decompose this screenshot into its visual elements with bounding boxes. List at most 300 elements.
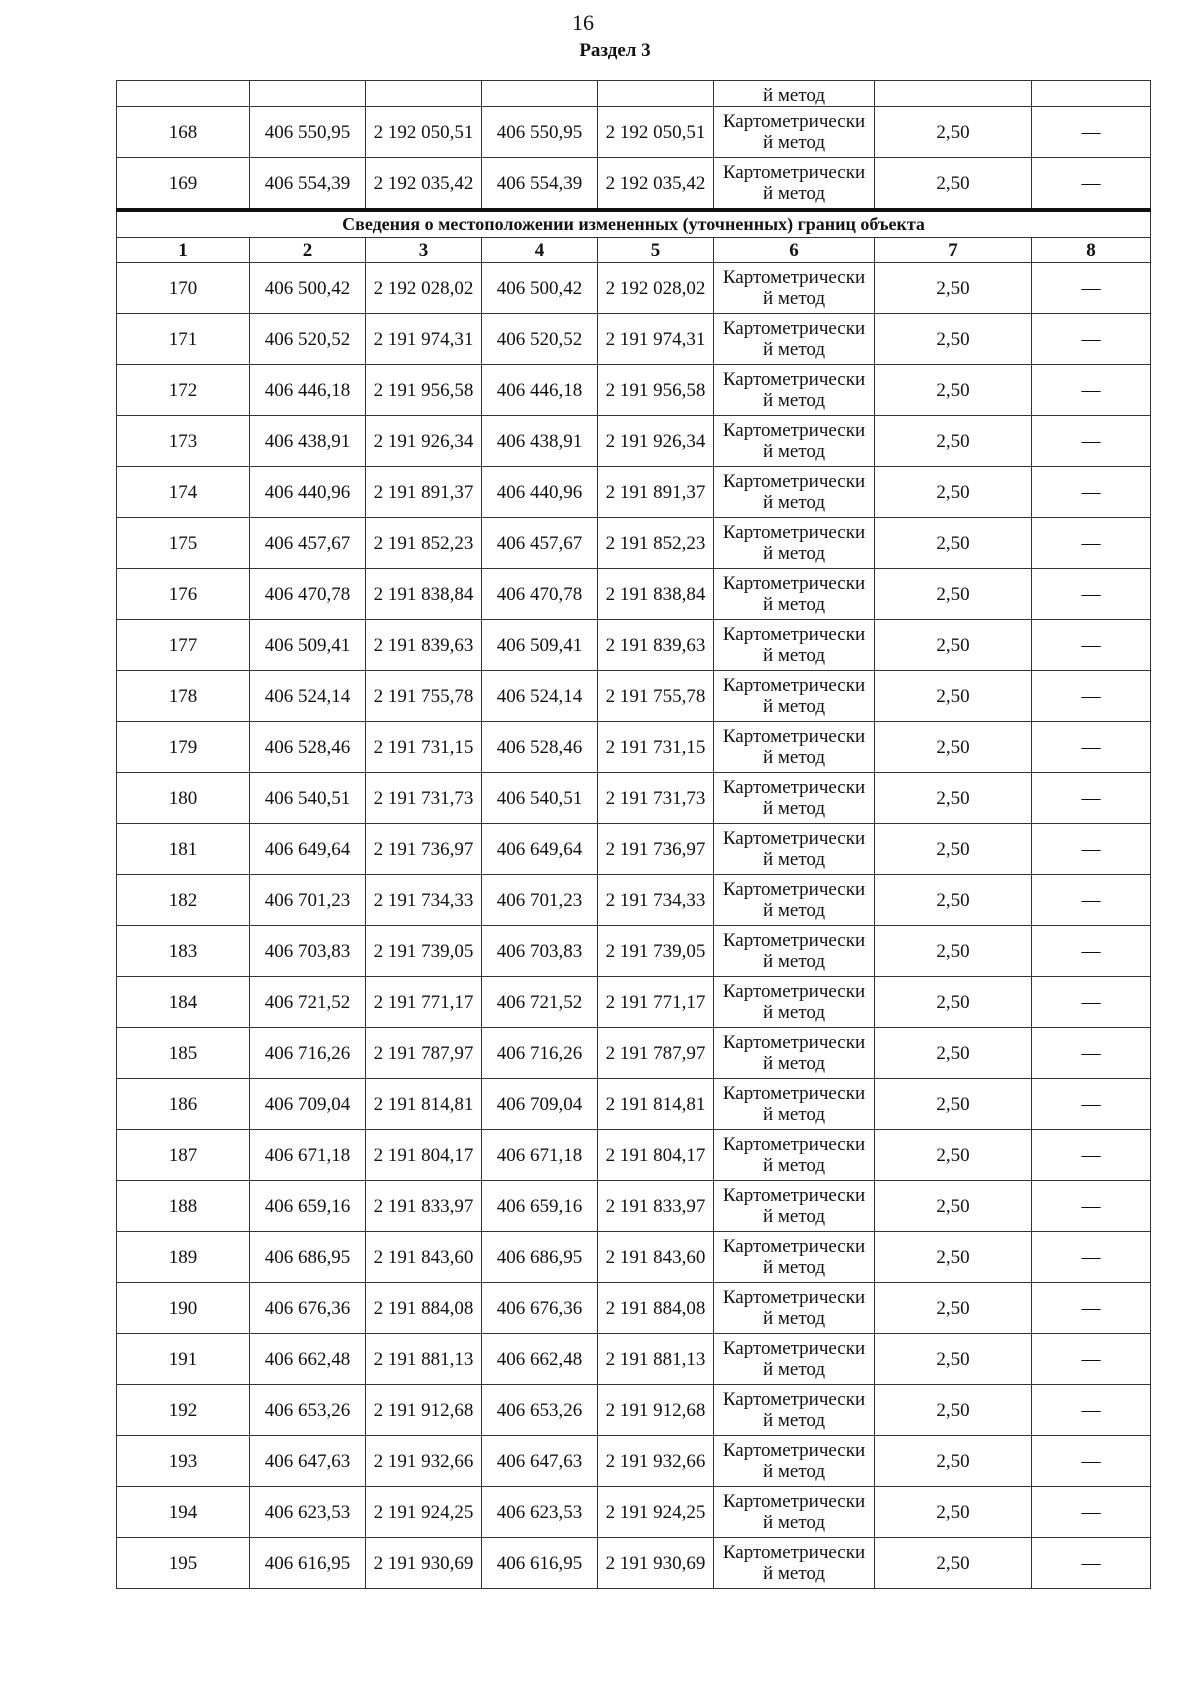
y-existing-cell: 2 191 833,97 [366,1181,482,1232]
x-existing-cell: 406 703,83 [250,926,366,977]
point-number-cell: 187 [117,1130,250,1181]
method-line: Картометрически [722,777,866,798]
y-refined-cell: 2 191 814,81 [598,1079,714,1130]
x-existing-cell: 406 647,63 [250,1436,366,1487]
method-line: Картометрически [722,1032,866,1053]
accuracy-cell: 2,50 [875,569,1032,620]
x-existing-cell: 406 554,39 [250,158,366,211]
method-cell [714,1334,875,1385]
point-number-cell: 186 [117,1079,250,1130]
method-cell [714,1283,875,1334]
y-existing-cell: 2 191 891,37 [366,467,482,518]
method-cell [714,263,875,314]
x-existing-cell: 406 686,95 [250,1232,366,1283]
x-existing-cell: 406 446,18 [250,365,366,416]
method-cell [714,569,875,620]
method-cell [714,365,875,416]
method-line: й метод [762,951,826,972]
accuracy-cell: 2,50 [875,1079,1032,1130]
y-existing-cell: 2 191 932,66 [366,1436,482,1487]
table-row [117,569,1151,620]
x-existing-cell: 406 524,14 [250,671,366,722]
x-existing-cell: 406 509,41 [250,620,366,671]
accuracy-cell: 2,50 [875,263,1032,314]
x-existing-cell: 406 470,78 [250,569,366,620]
point-number-cell: 191 [117,1334,250,1385]
method-line: Картометрически [722,318,866,339]
y-existing-cell: 2 191 804,17 [366,1130,482,1181]
x-existing-cell: 406 653,26 [250,1385,366,1436]
table-row [117,824,1151,875]
column-number: 5 [598,238,714,263]
accuracy-cell: 2,50 [875,158,1032,211]
y-existing-cell: 2 191 734,33 [366,875,482,926]
point-number-cell: 168 [117,107,250,158]
note-cell: — [1032,977,1151,1028]
method-line: Картометрически [722,1134,866,1155]
accuracy-cell: 2,50 [875,1487,1032,1538]
x-existing-cell: 406 540,51 [250,773,366,824]
method-line: Картометрически [722,879,866,900]
method-line: й метод [762,594,826,615]
accuracy-cell: 2,50 [875,107,1032,158]
x-refined-cell: 406 653,26 [482,1385,598,1436]
table-row [117,518,1151,569]
point-number-cell: 175 [117,518,250,569]
y-refined-cell: 2 191 891,37 [598,467,714,518]
method-line: й метод [762,1053,826,1074]
accuracy-cell: 2,50 [875,1028,1032,1079]
table-row [117,416,1151,467]
table-row [117,1181,1151,1232]
y-refined-cell: 2 191 884,08 [598,1283,714,1334]
x-refined-cell: 406 709,04 [482,1079,598,1130]
y-existing-cell: 2 191 912,68 [366,1385,482,1436]
x-existing-cell: 406 709,04 [250,1079,366,1130]
accuracy-cell: 2,50 [875,1334,1032,1385]
page-number: 16 [572,10,594,35]
method-line: Картометрически [722,111,866,132]
point-number-cell: 195 [117,1538,250,1589]
accuracy-cell: 2,50 [875,875,1032,926]
method-line: Картометрически [722,1440,866,1461]
method-line: й метод [762,339,826,360]
accuracy-cell: 2,50 [875,1436,1032,1487]
table-row [117,1028,1151,1079]
y-existing-cell: 2 191 974,31 [366,314,482,365]
accuracy-cell: 2,50 [875,416,1032,467]
table-row [117,620,1151,671]
y-existing-cell: 2 191 755,78 [366,671,482,722]
method-line: й метод [762,1257,826,1278]
x-refined-cell: 406 500,42 [482,263,598,314]
table-row [117,467,1151,518]
method-line: й метод [762,747,826,768]
method-line: Картометрически [722,828,866,849]
note-cell: — [1032,365,1151,416]
method-line: й метод [762,1563,826,1584]
x-existing-cell: 406 520,52 [250,314,366,365]
method-cell [714,926,875,977]
table-cell [366,81,482,107]
table-row [117,107,1151,158]
method-line: Картометрически [722,420,866,441]
method-cell [714,1385,875,1436]
point-number-cell: 189 [117,1232,250,1283]
x-existing-cell: 406 649,64 [250,824,366,875]
method-cell [714,977,875,1028]
point-number-cell: 185 [117,1028,250,1079]
y-refined-cell: 2 191 736,97 [598,824,714,875]
y-existing-cell: 2 191 731,73 [366,773,482,824]
table-row [117,1334,1151,1385]
y-refined-cell: 2 191 974,31 [598,314,714,365]
note-cell: — [1032,1538,1151,1589]
x-refined-cell: 406 528,46 [482,722,598,773]
x-refined-cell: 406 438,91 [482,416,598,467]
table-row [117,773,1151,824]
y-refined-cell: 2 191 734,33 [598,875,714,926]
x-existing-cell: 406 676,36 [250,1283,366,1334]
note-cell: — [1032,773,1151,824]
method-line: Картометрически [722,522,866,543]
table-row [117,875,1151,926]
point-number-cell: 179 [117,722,250,773]
note-cell: — [1032,824,1151,875]
point-number-cell: 192 [117,1385,250,1436]
y-existing-cell: 2 191 930,69 [366,1538,482,1589]
method-line: й метод [762,696,826,717]
accuracy-cell: 2,50 [875,365,1032,416]
method-line: й метод [762,1155,826,1176]
method-line: й метод [762,645,826,666]
accuracy-cell: 2,50 [875,926,1032,977]
y-refined-cell: 2 191 881,13 [598,1334,714,1385]
y-existing-cell: 2 191 843,60 [366,1232,482,1283]
y-refined-cell: 2 191 926,34 [598,416,714,467]
point-number-cell: 176 [117,569,250,620]
table-row [117,1130,1151,1181]
x-refined-cell: 406 716,26 [482,1028,598,1079]
method-line: Картометрически [722,162,866,183]
x-existing-cell: 406 721,52 [250,977,366,1028]
y-existing-cell: 2 192 050,51 [366,107,482,158]
accuracy-cell: 2,50 [875,1385,1032,1436]
x-refined-cell: 406 703,83 [482,926,598,977]
method-cell [714,671,875,722]
method-cell [714,518,875,569]
table-cell [875,81,1032,107]
x-refined-cell: 406 509,41 [482,620,598,671]
y-existing-cell: 2 191 881,13 [366,1334,482,1385]
method-cell [714,416,875,467]
x-refined-cell: 406 649,64 [482,824,598,875]
note-cell: — [1032,416,1151,467]
note-cell: — [1032,158,1151,211]
x-existing-cell: 406 438,91 [250,416,366,467]
y-refined-cell: 2 191 839,63 [598,620,714,671]
method-cell [714,1079,875,1130]
point-number-cell: 178 [117,671,250,722]
accuracy-cell: 2,50 [875,1181,1032,1232]
method-line: й метод [762,1002,826,1023]
y-refined-cell: 2 191 930,69 [598,1538,714,1589]
accuracy-cell: 2,50 [875,1538,1032,1589]
note-cell: — [1032,875,1151,926]
x-refined-cell: 406 676,36 [482,1283,598,1334]
y-refined-cell: 2 191 755,78 [598,671,714,722]
section-title: Раздел 3 [579,40,651,61]
method-line: Картометрически [722,930,866,951]
method-line: Картометрически [722,471,866,492]
y-existing-cell: 2 191 739,05 [366,926,482,977]
y-existing-cell: 2 191 839,63 [366,620,482,671]
note-cell: — [1032,1334,1151,1385]
note-cell: — [1032,1283,1151,1334]
y-existing-cell: 2 191 731,15 [366,722,482,773]
table-cell [117,81,250,107]
note-cell: — [1032,467,1151,518]
x-refined-cell: 406 623,53 [482,1487,598,1538]
y-existing-cell: 2 191 924,25 [366,1487,482,1538]
method-line: й метод [762,183,826,204]
method-cell [714,824,875,875]
point-number-cell: 184 [117,977,250,1028]
note-cell: — [1032,518,1151,569]
y-existing-cell: 2 191 852,23 [366,518,482,569]
note-cell: — [1032,1232,1151,1283]
y-existing-cell: 2 191 736,97 [366,824,482,875]
y-existing-cell: 2 192 028,02 [366,263,482,314]
method-line: й метод [762,1512,826,1533]
y-existing-cell: 2 191 787,97 [366,1028,482,1079]
y-existing-cell: 2 191 926,34 [366,416,482,467]
method-line: Картометрически [722,981,866,1002]
y-existing-cell: 2 191 814,81 [366,1079,482,1130]
x-refined-cell: 406 550,95 [482,107,598,158]
point-number-cell: 177 [117,620,250,671]
column-number: 6 [714,238,875,263]
note-cell: — [1032,926,1151,977]
note-cell: — [1032,722,1151,773]
method-line: й метод [762,132,826,153]
accuracy-cell: 2,50 [875,518,1032,569]
y-refined-cell: 2 191 843,60 [598,1232,714,1283]
note-cell: — [1032,1436,1151,1487]
accuracy-cell: 2,50 [875,1232,1032,1283]
y-refined-cell: 2 191 838,84 [598,569,714,620]
x-refined-cell: 406 446,18 [482,365,598,416]
accuracy-cell: 2,50 [875,1130,1032,1181]
x-existing-cell: 406 550,95 [250,107,366,158]
y-refined-cell: 2 191 731,73 [598,773,714,824]
method-line: й метод [762,798,826,819]
note-cell: — [1032,1385,1151,1436]
x-refined-cell: 406 686,95 [482,1232,598,1283]
accuracy-cell: 2,50 [875,467,1032,518]
accuracy-cell: 2,50 [875,824,1032,875]
note-cell: — [1032,1487,1151,1538]
accuracy-cell: 2,50 [875,1283,1032,1334]
x-refined-cell: 406 659,16 [482,1181,598,1232]
note-cell: — [1032,1079,1151,1130]
x-refined-cell: 406 554,39 [482,158,598,211]
method-cell [714,314,875,365]
x-existing-cell: 406 440,96 [250,467,366,518]
y-refined-cell: 2 191 956,58 [598,365,714,416]
table-row [117,1079,1151,1130]
y-refined-cell: 2 192 028,02 [598,263,714,314]
x-existing-cell: 406 701,23 [250,875,366,926]
y-refined-cell: 2 191 739,05 [598,926,714,977]
x-refined-cell: 406 457,67 [482,518,598,569]
y-refined-cell: 2 191 932,66 [598,1436,714,1487]
method-cell [714,158,875,211]
column-number: 2 [250,238,366,263]
method-cell [714,620,875,671]
method-line: й метод [762,543,826,564]
table-row [117,977,1151,1028]
y-existing-cell: 2 191 771,17 [366,977,482,1028]
method-cell [714,467,875,518]
x-refined-cell: 406 701,23 [482,875,598,926]
accuracy-cell: 2,50 [875,722,1032,773]
y-refined-cell: 2 192 035,42 [598,158,714,211]
x-refined-cell: 406 662,48 [482,1334,598,1385]
x-refined-cell: 406 721,52 [482,977,598,1028]
point-number-cell: 188 [117,1181,250,1232]
method-line: й метод [762,441,826,462]
table-row [117,1385,1151,1436]
point-number-cell: 171 [117,314,250,365]
method-line: й метод [762,1308,826,1329]
method-line: й метод [762,492,826,513]
method-cell [714,1181,875,1232]
method-line: Картометрически [722,726,866,747]
note-cell: — [1032,1181,1151,1232]
method-cell [714,107,875,158]
table-cell [598,81,714,107]
method-cell [714,1028,875,1079]
table-cell [250,81,366,107]
table-row [117,926,1151,977]
method-cell [714,875,875,926]
table-row [117,365,1151,416]
method-line: й метод [762,1359,826,1380]
point-number-cell: 193 [117,1436,250,1487]
method-line: Картометрически [722,675,866,696]
point-number-cell: 183 [117,926,250,977]
table-row [117,1487,1151,1538]
method-line: й метод [762,849,826,870]
y-refined-cell: 2 192 050,51 [598,107,714,158]
column-number: 3 [366,238,482,263]
x-existing-cell: 406 659,16 [250,1181,366,1232]
method-line: Картометрически [722,1236,866,1257]
table-cell [482,81,598,107]
y-existing-cell: 2 192 035,42 [366,158,482,211]
x-existing-cell: 406 500,42 [250,263,366,314]
accuracy-cell: 2,50 [875,671,1032,722]
x-existing-cell: 406 623,53 [250,1487,366,1538]
method-cell [714,1130,875,1181]
x-existing-cell: 406 671,18 [250,1130,366,1181]
y-refined-cell: 2 191 852,23 [598,518,714,569]
y-refined-cell: 2 191 912,68 [598,1385,714,1436]
point-number-cell: 170 [117,263,250,314]
method-line: Картометрически [722,1338,866,1359]
column-number: 4 [482,238,598,263]
table-cell [1032,81,1151,107]
y-existing-cell: 2 191 884,08 [366,1283,482,1334]
x-existing-cell: 406 662,48 [250,1334,366,1385]
method-line: Картометрически [722,1083,866,1104]
accuracy-cell: 2,50 [875,977,1032,1028]
table-row [117,1538,1151,1589]
table-row [117,671,1151,722]
point-number-cell: 194 [117,1487,250,1538]
x-refined-cell: 406 671,18 [482,1130,598,1181]
note-cell: — [1032,314,1151,365]
y-refined-cell: 2 191 771,17 [598,977,714,1028]
method-line: Картометрически [722,1389,866,1410]
point-number-cell: 173 [117,416,250,467]
continued-row [117,81,1151,107]
method-cell [714,1538,875,1589]
x-refined-cell: 406 470,78 [482,569,598,620]
section-heading-row [117,210,1151,238]
point-number-cell: 190 [117,1283,250,1334]
x-refined-cell: 406 540,51 [482,773,598,824]
y-refined-cell: 2 191 804,17 [598,1130,714,1181]
y-refined-cell: 2 191 787,97 [598,1028,714,1079]
column-number-row [117,238,1151,263]
note-cell: — [1032,569,1151,620]
note-cell: — [1032,1028,1151,1079]
table-row [117,263,1151,314]
method-line: й метод [762,900,826,921]
x-refined-cell: 406 616,95 [482,1538,598,1589]
table-row [117,1232,1151,1283]
column-number: 7 [875,238,1032,263]
table-body [117,81,1151,1589]
note-cell: — [1032,620,1151,671]
column-number: 8 [1032,238,1151,263]
method-line: Картометрически [722,267,866,288]
note-cell: — [1032,107,1151,158]
method-line: Картометрически [722,369,866,390]
point-number-cell: 181 [117,824,250,875]
table-row [117,722,1151,773]
accuracy-cell: 2,50 [875,620,1032,671]
x-refined-cell: 406 647,63 [482,1436,598,1487]
section-heading: Сведения о местоположении измененных (уточненных) границ объекта [117,210,1151,238]
method-line: Картометрически [722,1185,866,1206]
note-cell: — [1032,1130,1151,1181]
x-refined-cell: 406 440,96 [482,467,598,518]
method-cell [714,722,875,773]
method-line: Картометрически [722,573,866,594]
method-line: Картометрически [722,1287,866,1308]
y-existing-cell: 2 191 838,84 [366,569,482,620]
x-refined-cell: 406 524,14 [482,671,598,722]
method-line: Картометрически [722,1491,866,1512]
table-row [117,1436,1151,1487]
method-cell [714,1487,875,1538]
x-existing-cell: 406 716,26 [250,1028,366,1079]
y-refined-cell: 2 191 833,97 [598,1181,714,1232]
x-refined-cell: 406 520,52 [482,314,598,365]
